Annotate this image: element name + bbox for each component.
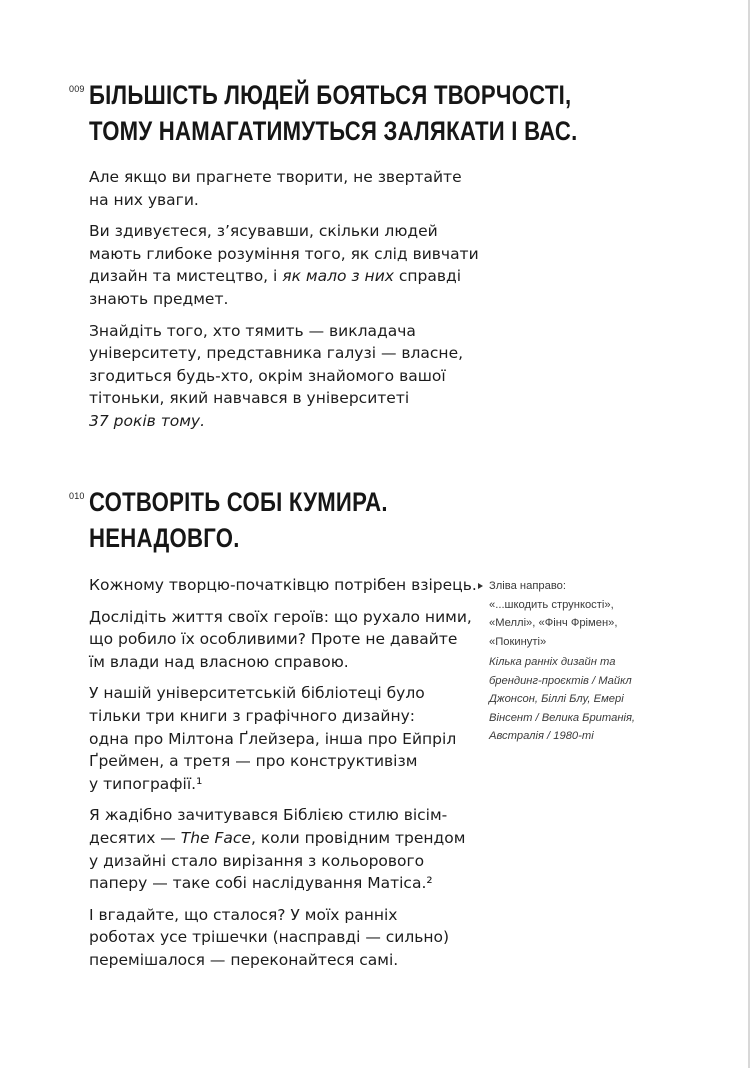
caption-title: «...шкодить стрункості», bbox=[489, 598, 614, 611]
caption-detail: Вінсент / Велика Британія, bbox=[489, 711, 636, 724]
text-line: знають предмет. bbox=[89, 289, 229, 308]
text-run: справді bbox=[393, 267, 462, 286]
text-line: одна про Мілтона Ґлейзера, інша про Ейпріл bbox=[89, 729, 457, 748]
text-line: що робило їх особливими? Проте не давайте bbox=[89, 630, 458, 649]
text-line: Ґреймен, а третя — про конструктивізм bbox=[89, 752, 418, 771]
paragraph bbox=[89, 904, 459, 972]
text-line: у дизайні стало вирізання з кольорового bbox=[89, 851, 425, 870]
text-line: тітоньки, який навчався в університеті bbox=[89, 389, 410, 408]
text-line: їм влади над власною справою. bbox=[89, 652, 349, 671]
caption-detail: Австралія / 1980-ті bbox=[489, 730, 594, 742]
paragraph bbox=[89, 320, 464, 433]
text-run: десятих — bbox=[89, 828, 181, 847]
text-line bbox=[89, 265, 462, 288]
text-line: паперу — таке собі наслідування Матіса.² bbox=[89, 874, 433, 893]
text-run: , коли провідним трендом bbox=[250, 828, 466, 847]
caption-label: Зліва направо: bbox=[489, 580, 566, 592]
text-line: Знайдіть того, хто тямить — викладача bbox=[89, 321, 416, 340]
heading-line: ТОМУ НАМАГАТИМУТЬСЯ ЗАЛЯКАТИ І ВАС. bbox=[89, 116, 578, 146]
text-line: тільки три книги з графічного дизайну: bbox=[89, 706, 415, 725]
caption-detail: брендинг-проєктів / Майкл bbox=[489, 674, 632, 687]
text-line: перемішалося — переконайтеся самі. bbox=[89, 950, 399, 969]
text-line: Дослідіть життя своїх героїв: що рухало ними, bbox=[89, 607, 472, 626]
caption-title: «Покинуті» bbox=[489, 635, 547, 648]
heading-line: НЕНАДОВГО. bbox=[89, 523, 240, 553]
paragraph bbox=[89, 682, 459, 795]
emphasis: як мало з них bbox=[282, 267, 394, 286]
caption-title: «Меллі», «Фінч Фрімен», bbox=[489, 617, 618, 629]
text-line: університету, представника галузі — власне, bbox=[89, 344, 464, 363]
text-line: на них уваги. bbox=[89, 190, 199, 209]
paragraph bbox=[89, 166, 462, 211]
text-run: дизайн та мистецтво, і bbox=[89, 267, 283, 286]
section-body bbox=[89, 166, 479, 442]
section-heading bbox=[89, 484, 388, 556]
caption-arrow-icon bbox=[478, 583, 483, 589]
caption-detail: Кілька ранніх дизайн та bbox=[489, 656, 616, 668]
caption-details bbox=[478, 653, 678, 746]
text-line: Ви здивуєтеся, з’ясувавши, скільки людей bbox=[89, 222, 438, 241]
paragraph bbox=[89, 606, 472, 674]
heading-line: БІЛЬШІСТЬ ЛЮДЕЙ БОЯТЬСЯ ТВОРЧОСТІ, bbox=[89, 80, 572, 110]
text-line: у типографії.¹ bbox=[89, 774, 203, 793]
text-line: роботах усе трішечки (насправді — сильно) bbox=[89, 928, 450, 947]
text-line: Кожному творцю-початківцю потрібен взірець. bbox=[89, 576, 477, 594]
text-line bbox=[89, 827, 466, 850]
text-line: У нашій університетській бібліотеці було bbox=[89, 684, 425, 703]
section-number: 010 bbox=[69, 491, 85, 501]
caption-detail: Джонсон, Біллі Блу, Емері bbox=[489, 693, 624, 705]
paragraph bbox=[89, 804, 466, 894]
text-line: Але якщо ви прагнете творити, не звертайте bbox=[89, 168, 462, 186]
section-number: 009 bbox=[69, 84, 85, 94]
text-line: І вгадайте, що сталося? У моїх ранніх bbox=[89, 905, 398, 924]
text-line: згодиться будь-хто, окрім знайомого вашої bbox=[89, 366, 446, 385]
image-caption bbox=[478, 577, 678, 746]
text-line: мають глибоке розуміння того, як слід вивчати bbox=[89, 244, 479, 263]
heading-line: СОТВОРІТЬ СОБІ КУМИРА. bbox=[89, 487, 388, 517]
text-line: Я жадібно зачитувався Біблією стилю вісім- bbox=[89, 806, 448, 825]
paragraph bbox=[89, 574, 477, 597]
section-heading bbox=[89, 77, 578, 149]
emphasis: The Face bbox=[180, 828, 251, 847]
emphasis: 37 років тому. bbox=[89, 411, 206, 430]
section-body bbox=[89, 574, 477, 981]
paragraph bbox=[89, 220, 479, 310]
